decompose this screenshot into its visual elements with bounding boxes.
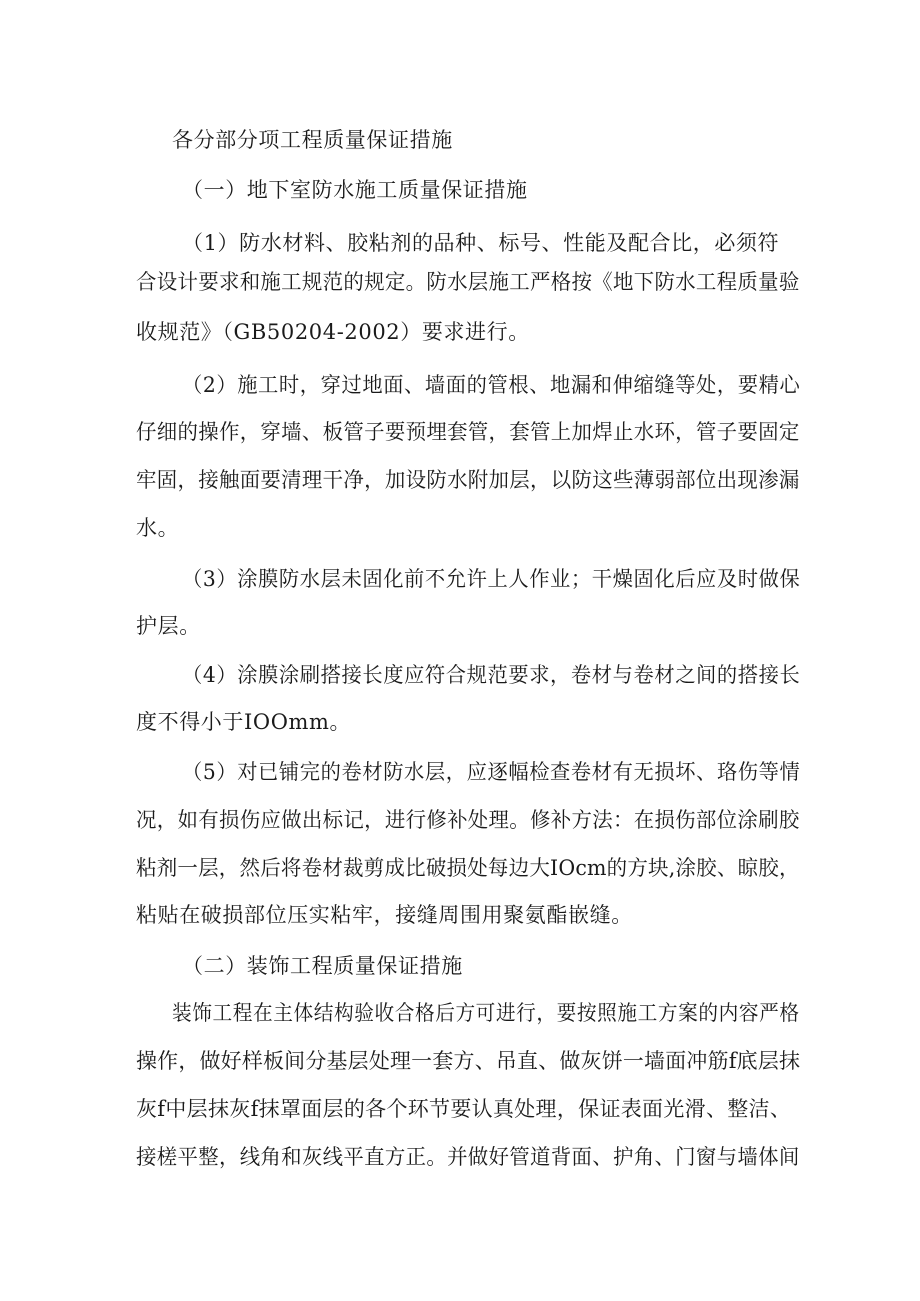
item2-line3: 牢固，接触面要清理干净，加设防水附加层，以防这些薄弱部位出现渗漏 [136, 468, 800, 492]
item4-line2: 度不得小于IOOmm。 [136, 710, 352, 734]
item3-line1: （3）涂膜防水层未固化前不允许上人作业；干燥固化后应及时做保 [182, 567, 801, 591]
item5-line1: （5）对已铺完的卷材防水层，应逐幅检查卷材有无损坏、珞伤等情 [182, 760, 801, 784]
item1-line1: （1）防水材料、胶粘剂的品种、标号、性能及配合比，必须符 [182, 231, 780, 255]
document-title: 各分部分项工程质量保证措施 [172, 128, 453, 152]
item5-line4: 粘贴在破损部位压实粘牢，接缝周围用聚氨酯嵌缝。 [136, 903, 633, 927]
section2-para-line1: 装饰工程在主体结构验收合格后方可进行，要按照施工方案的内容严格 [172, 1001, 800, 1025]
section2-para-line4: 接槎平整，线角和灰线平直方正。并做好管道背面、护角、门窗与墙体间 [136, 1145, 800, 1169]
item5-line3: 粘剂一层，然后将卷材裁剪成比破损处每边大IOcm的方块,涂胶、晾胶， [136, 856, 800, 880]
item2-line1: （2）施工时，穿过地面、墙面的管根、地漏和伸缩缝等处，要精心 [182, 373, 801, 397]
item3-line2: 护层。 [136, 614, 201, 638]
item2-line2: 仔细的操作，穿墙、板管子要预埋套管，套管上加焊止水环，管子要固定 [136, 420, 800, 444]
item2-line4: 水。 [136, 516, 180, 540]
section2-para-line2: 操作，做好样板间分基层处理一套方、吊直、做灰饼一墙面冲筋f底层抹 [136, 1049, 801, 1073]
section2-para-line3: 灰f中层抹灰f抹罩面层的各个环节要认真处理，保证表面光滑、整洁、 [136, 1097, 792, 1121]
section1-heading: （一）地下室防水施工质量保证措施 [182, 178, 528, 202]
item1-line2: 合设计要求和施工规范的规定。防水层施工严格按《地下防水工程质量验 [136, 270, 800, 294]
item1-line3: 收规范》（GB50204-2002）要求进行。 [136, 320, 530, 344]
item4-line1: （4）涂膜涂刷搭接长度应符合规范要求，卷材与卷材之间的搭接长 [182, 663, 801, 687]
section2-heading: （二）装饰工程质量保证措施 [182, 954, 463, 978]
item5-line2: 况，如有损伤应做出标记，进行修补处理。修补方法：在损伤部位涂刷胶 [136, 808, 800, 832]
